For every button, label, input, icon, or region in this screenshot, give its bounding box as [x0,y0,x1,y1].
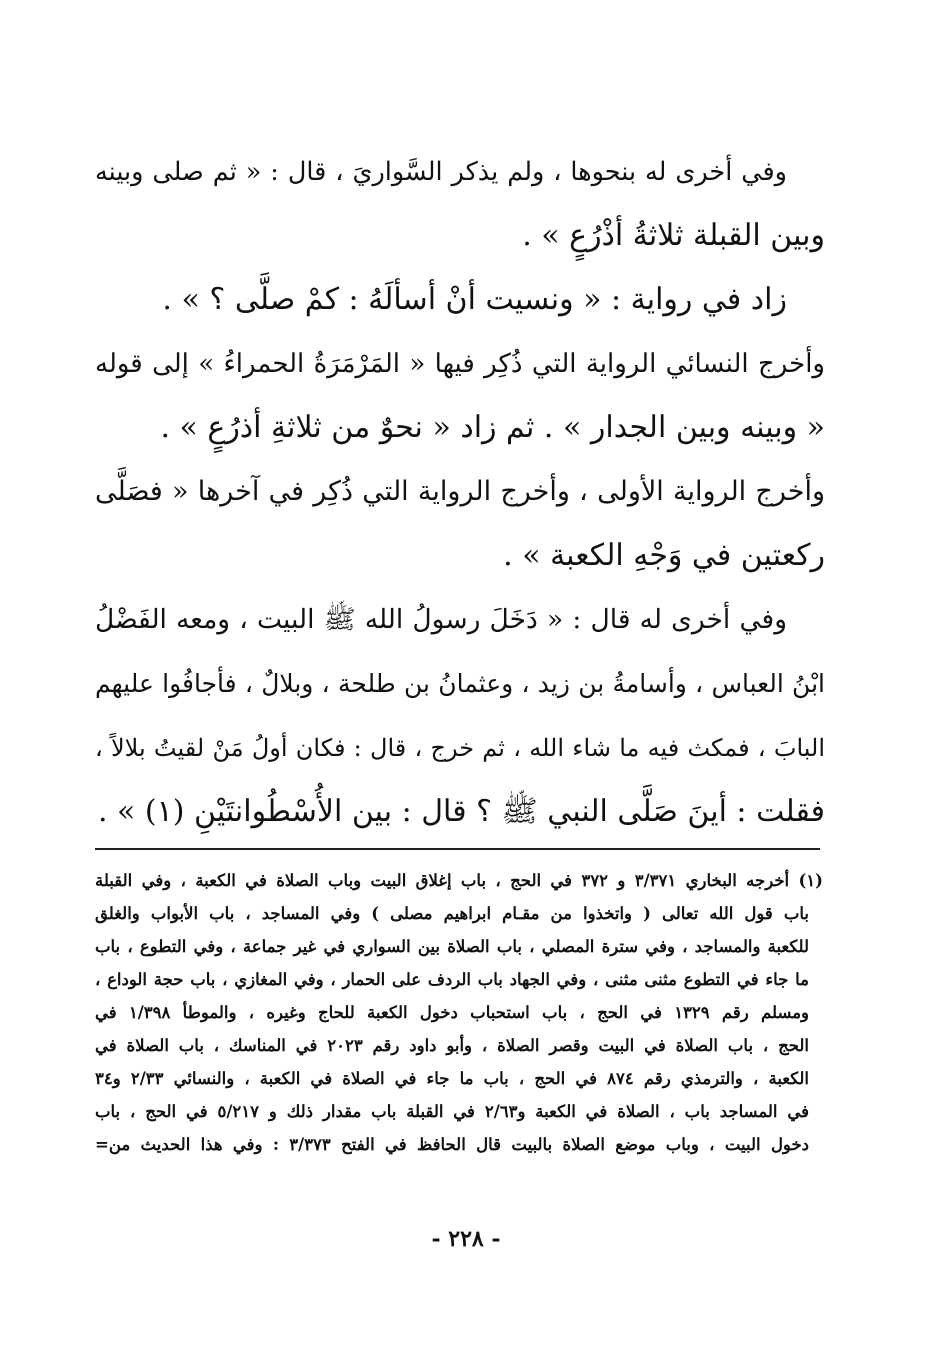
footnote-line: ومسلم رقم ١٣٢٩ في الحج ، باب استحباب دخول الكعبة للحاج وغيره ، والموطأ ١/٣٩٨ في [95,1003,809,1022]
footnote-line: باب قول الله تعالى ( واتخذوا من مقـام ابراهيم مصلى ) وفي المساجد ، باب الأبواب والغلق [95,904,809,923]
footnotes [95,864,823,1161]
text-line: وأخرج النسائي الرواية التي ذُكِر فيها « المَرْمَرَةُ الحمراءُ » إلى قوله [95,349,825,379]
footnote-line: للكعبة والمساجد ، وفي سترة المصلي ، باب الصلاة بين السواري في غير جماعة ، وفي التطوع ، باب [95,937,809,956]
footnote-line: ما جاء في التطوع مثنى مثنى ، وفي الجهاد باب الردف على الحمار ، وفي المغازي ، باب حجة الوداع ، [95,970,809,989]
footnote-line: (١) أخرجه البخاري ٣/٣٧١ و ٣٧٢ في الحج ، باب إغلاق البيت وباب الصلاة في الكعبة ، وفي القبلة [95,871,823,890]
page-number: - ٢٢٨ - [431,1226,501,1252]
text-line: فقلت : أينَ صَلَّى النبي ﷺ ؟ قال : بين الأُسْطُوانتَيْنِ (١) » . [97,794,825,829]
text-line: ابْنُ العباس ، وأسامةُ بن زيد ، وعثمانُ بن طلحة ، وبلالٌ ، فأجافُوا عليهم [95,669,825,698]
text-line: زاد في رواية : « ونسيت أنْ أسألَهُ : كمْ صلَّى ؟ » . [162,282,787,317]
text-line: وأخرج الرواية الأولى ، وأخرج الرواية التي ذُكِر في آخرها « فصَلَّى [95,476,825,507]
footnote-line: الكعبة ، والترمذي رقم ٨٧٤ في الحج ، باب ما جاء في الصلاة في الكعبة ، والنسائي ٢/٣٣ و٣٤ [95,1069,809,1088]
text-line: ركعتين في وَجْهِ الكعبة » . [503,538,825,573]
text-line: وفي أخرى له بنحوها ، ولم يذكر السَّواريَ ، قال : « ثم صلى وبينه [95,157,787,187]
text-line: وفي أخرى له قال : « دَخَلَ رسولُ الله ﷺ البيت ، ومعه الفَضْلُ [95,604,787,635]
footnote-divider [95,848,820,850]
footnote-line: الحج ، باب الصلاة في البيت وقصر الصلاة ، وأبو داود رقم ٢٠٢٣ في المناسك ، باب الصلاة في [95,1036,809,1055]
footnote-line: دخول البيت ، وباب موضع الصلاة بالبيت قال الحافظ في الفتح ٣/٣٧٣ : وفي هذا الحديث من= [95,1135,809,1154]
footnote-line: في المساجد باب ، الصلاة في الكعبة و٢/٦٣ في القبلة باب مقدار ذلك و ٥/٢١٧ في الحج ، باب [95,1102,809,1121]
text-line: البابَ ، فمكث فيه ما شاء الله ، ثم خرج ، قال : فكان أولُ مَنْ لقيتُ بلالاً ، [95,734,825,762]
main-text [95,140,825,844]
text-line: وبين القبلة ثلاثةُ أذْرُعٍ » . [522,218,825,253]
text-line: « وبينه وبين الجدار » . ثم زاد « نحوٌ من ثلاثةِ أذرُعٍ » . [160,410,825,445]
